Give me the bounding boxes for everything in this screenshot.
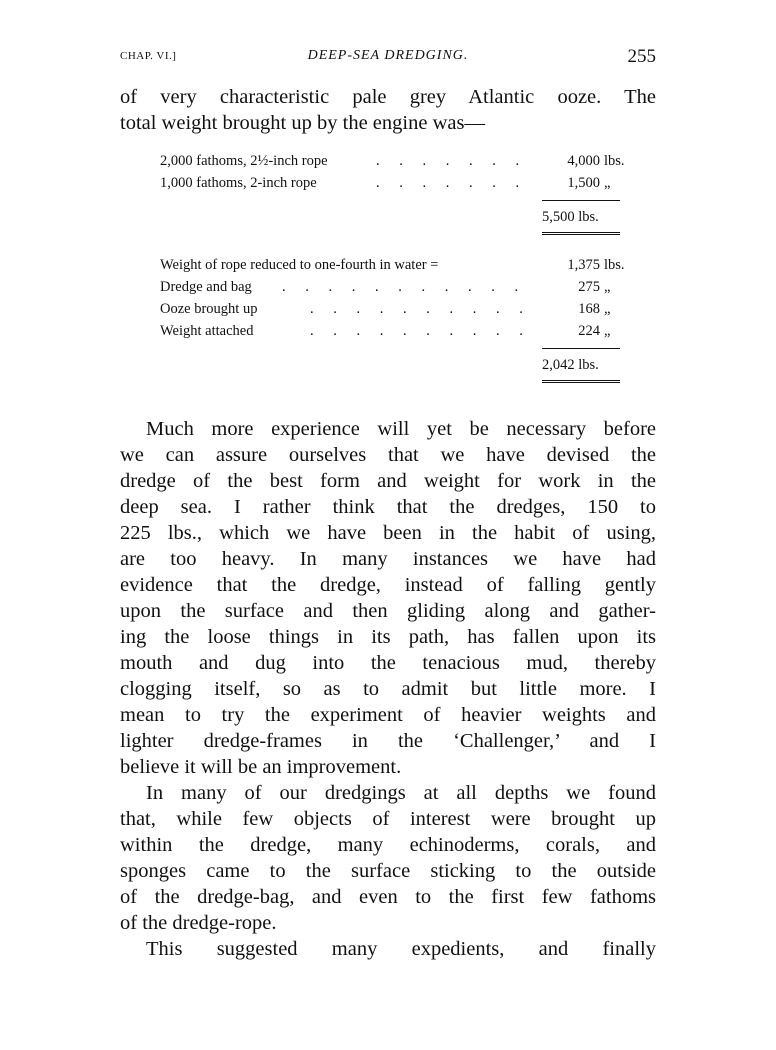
text-line: In many of our dredgings at all depths we found bbox=[146, 782, 656, 804]
leader-dots: . . . . . . . bbox=[376, 153, 528, 169]
page bbox=[120, 40, 656, 962]
row-label: Dredge and bag bbox=[160, 279, 252, 295]
running-title: DEEP-SEA DREDGING. bbox=[307, 48, 469, 63]
table-row bbox=[120, 254, 656, 276]
text-line: clogging itself, so as to admit but little more. I bbox=[120, 678, 656, 700]
row-value: 224 bbox=[578, 323, 600, 339]
row-label: Ooze brought up bbox=[160, 301, 258, 317]
row-value: 168 bbox=[578, 301, 600, 317]
text-line: mouth and dug into the tenacious mud, thereby bbox=[120, 652, 656, 674]
text-line: This suggested many expedients, and finally bbox=[146, 938, 656, 960]
text-line: of the dredge-rope. bbox=[120, 912, 277, 934]
text-line: mean to try the experiment of heavier weights and bbox=[120, 704, 656, 726]
text-line: of the dredge-bag, and even to the first few fathoms bbox=[120, 886, 656, 908]
row-value: 1,375 bbox=[567, 257, 600, 273]
chapter-label: CHAP. VI.] bbox=[120, 50, 177, 62]
total-double-rule bbox=[542, 380, 620, 383]
page-number: 255 bbox=[627, 46, 656, 67]
text-line: ing the loose things in its path, has fallen upon its bbox=[120, 626, 656, 648]
row-label: Weight of rope reduced to one-fourth in water = bbox=[160, 257, 439, 273]
row-unit: lbs. bbox=[604, 257, 625, 273]
leader-dots: . . . . . . . . . . bbox=[310, 323, 531, 339]
text-line: that, while few objects of interest were brought up bbox=[120, 808, 656, 830]
table-row bbox=[120, 150, 656, 172]
text-line: within the dredge, many echinoderms, corals, and bbox=[120, 834, 656, 856]
row-unit: „ bbox=[604, 301, 611, 317]
row-label: 1,000 fathoms, 2-inch rope bbox=[160, 175, 317, 191]
row-label: Weight attached bbox=[160, 323, 254, 339]
text-line: total weight brought up by the engine was— bbox=[120, 112, 485, 134]
table-row bbox=[120, 298, 656, 320]
sum-rule bbox=[542, 348, 620, 349]
intro-paragraph bbox=[120, 84, 656, 136]
row-unit: „ bbox=[604, 279, 611, 295]
leader-dots: . . . . . . . bbox=[376, 175, 528, 191]
table-total: 5,500 lbs. bbox=[542, 209, 599, 225]
text-line: Much more experience will yet be necessary before bbox=[146, 418, 656, 440]
text-line: upon the surface and then gliding along and gather- bbox=[120, 600, 656, 622]
text-line: sponges came to the surface sticking to the outside bbox=[120, 860, 656, 882]
sum-rule bbox=[542, 200, 620, 201]
table-row bbox=[120, 172, 656, 194]
paragraph-expedients bbox=[120, 936, 656, 962]
running-head bbox=[120, 40, 656, 74]
text-line: believe it will be an improvement. bbox=[120, 756, 402, 778]
row-unit: lbs. bbox=[604, 153, 625, 169]
text-line: deep sea. I rather think that the dredges, 150 to bbox=[120, 496, 656, 518]
paragraph-dredgings bbox=[120, 780, 656, 936]
row-unit: „ bbox=[604, 323, 611, 339]
leader-dots: . . . . . . . . . . bbox=[310, 301, 531, 317]
weight-table-2 bbox=[120, 254, 656, 396]
paragraph-experience bbox=[120, 416, 656, 780]
total-double-rule bbox=[542, 232, 620, 235]
text-line: we can assure ourselves that we have devised the bbox=[120, 444, 656, 466]
text-line: 225 lbs., which we have been in the habit of using, bbox=[120, 522, 656, 544]
row-unit: „ bbox=[604, 175, 611, 191]
weight-table-1 bbox=[120, 150, 656, 242]
row-value: 1,500 bbox=[567, 175, 600, 191]
row-label: 2,000 fathoms, 2½-inch rope bbox=[160, 153, 328, 169]
text-line: dredge of the best form and weight for work in the bbox=[120, 470, 656, 492]
leader-dots: . . . . . . . . . . . bbox=[282, 279, 527, 295]
text-line: of very characteristic pale grey Atlantic ooze. The bbox=[120, 86, 656, 108]
table-row bbox=[120, 276, 656, 298]
table-row bbox=[120, 320, 656, 342]
row-value: 4,000 bbox=[567, 153, 600, 169]
text-line: evidence that the dredge, instead of falling gently bbox=[120, 574, 656, 596]
table-total: 2,042 lbs. bbox=[542, 357, 599, 373]
text-line: lighter dredge-frames in the ‘Challenger,’ and I bbox=[120, 730, 656, 752]
text-line: are too heavy. In many instances we have had bbox=[120, 548, 656, 570]
row-value: 275 bbox=[578, 279, 600, 295]
